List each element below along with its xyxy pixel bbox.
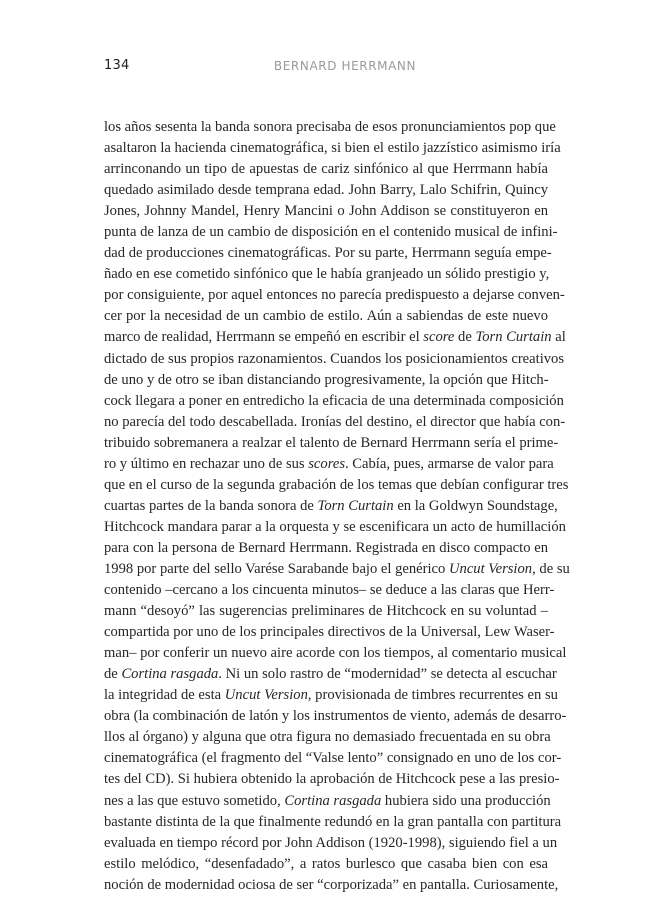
text-line [104, 580, 555, 601]
text-run: arrinconando un tipo de apuestas de cariz sinfónico al que Herrmann había [104, 161, 548, 178]
text-line [104, 454, 554, 475]
text-run: mann “desoyó” las sugerencias preliminares de Hitchcock en su voluntad – [104, 603, 548, 620]
italic-title: Uncut Version [448, 560, 533, 577]
text-run: marco de realidad, Herrmann se empeñó en escribir el [104, 329, 424, 346]
text-run: quedado asimilado desde temprana edad. John Barry, Lalo Schifrin, Quincy [104, 182, 548, 199]
text-run: , de su [532, 560, 570, 577]
text-run: compartida por uno de los principales directivos de la Universal, Lew Waser- [104, 624, 555, 641]
text-run: la integridad de esta [104, 687, 225, 704]
text-run: Hitchcock mandara parar a la orquesta y se escenificara un acto de humillación [104, 518, 566, 535]
text-run: tribuido sobremanera a realzar el talento de Bernard Herrmann sería el prime- [104, 434, 559, 451]
text-run: cer por la necesidad de un cambio de estilo. Aún a sabiendas de este nuevo [104, 308, 548, 325]
text-run: punta de lanza de un cambio de disposición en el contenido musical de infini- [104, 224, 558, 241]
text-run: . Ni un solo rastro de “modernidad” se detecta al escuchar [218, 666, 557, 683]
text-line [104, 748, 562, 769]
italic-title: Uncut Version [224, 687, 308, 704]
running-head: BERNARD HERRMANN [273, 59, 417, 73]
text-line [104, 854, 548, 875]
text-run: de uno y de otro se iban distanciando progresivamente, la opción que Hitch- [104, 371, 549, 388]
text-run: que en el curso de la segunda grabación de los temas que debían configurar tres [104, 476, 569, 493]
text-line [104, 391, 564, 412]
text-run: estilo melódico, “desenfadado”, a ratos burlesco que casaba bien con esa [104, 855, 548, 872]
text-line [104, 264, 548, 285]
text-run: llos al órgano) y alguna que otra figura no demasiado frecuentada en su obra [104, 729, 551, 746]
text-run: para con la persona de Bernard Herrmann. Registrada en disco compacto en [104, 539, 548, 556]
text-line [104, 769, 560, 790]
italic-title: Torn Curtain [475, 329, 552, 346]
text-line [104, 243, 552, 264]
text-line [104, 327, 566, 348]
text-run: obra (la combinación de latón y los instrumentos de viento, además de desarro- [104, 708, 567, 725]
text-line [104, 601, 548, 622]
text-line [104, 138, 561, 159]
text-run: man– por conferir un nuevo aire acorde con los tiempos, al comentario musical [104, 645, 567, 662]
text-line [104, 412, 566, 433]
text-run: hubiera sido una producción [381, 792, 551, 809]
text-run: dictado de sus propios razonamientos. Cuandos los posicionamientos creativos [104, 350, 565, 367]
text-run: Jones, Johnny Mandel, Henry Mancini o John Addison se constituyeron en [104, 203, 548, 220]
text-run: al [551, 329, 566, 346]
text-run: nes a las que estuvo sometido, [104, 792, 285, 809]
text-line [104, 833, 558, 854]
text-line [104, 370, 548, 391]
text-line [104, 201, 548, 222]
text-line [104, 222, 558, 243]
text-line [104, 433, 559, 454]
text-run: bastante distinta de la que finalmente redundó en la gran pantalla con partitura [104, 813, 562, 830]
text-run: por consiguiente, por aquel entonces no parecía predispuesto a dejarse conven- [104, 287, 565, 304]
text-run: de [454, 329, 476, 346]
text-line [104, 538, 548, 559]
text-run: ñado en ese cometido sinfónico que le había granjeado un sólido prestigio y, [104, 266, 550, 283]
text-run: noción de modernidad ociosa de ser “corporizada” en pantalla. Curiosamente, [104, 876, 559, 893]
text-line [104, 559, 570, 580]
text-line [104, 306, 548, 327]
page-number: 134 [104, 58, 130, 73]
text-run: tes del CD). Si hubiera obtenido la aprobación de Hitchcock pese a las presio- [104, 771, 560, 788]
italic-title: Cortina rasgada [121, 666, 219, 683]
text-line [104, 664, 557, 685]
text-line [104, 349, 565, 370]
text-line [104, 475, 569, 496]
text-run: . Cabía, pues, armarse de valor para [345, 455, 554, 472]
text-run: contenido –cercano a los cincuenta minutos– se deduce a las claras que Herr- [104, 582, 555, 599]
text-run: asaltaron la hacienda cinematográfica, si bien el estilo jazzístico asimismo iría [104, 140, 561, 157]
text-line [104, 643, 567, 664]
text-line [104, 180, 548, 201]
text-line [104, 727, 551, 748]
italic-title: score [423, 329, 455, 346]
text-line [104, 875, 559, 896]
text-run: evaluada en tiempo récord por John Addison (1920-1998), siguiendo fiel a un [104, 834, 558, 851]
text-line [104, 117, 556, 138]
text-line [104, 285, 565, 306]
text-run: dad de producciones cinematográficas. Por su parte, Herrmann seguía empe- [104, 245, 552, 262]
text-line [104, 517, 566, 538]
italic-title: Cortina rasgada [284, 792, 382, 809]
text-run: cinematográfica (el fragmento del “Valse lento” consignado en uno de los cor- [104, 750, 562, 767]
italic-title: scores [308, 455, 345, 472]
text-line [104, 496, 558, 517]
text-line [104, 812, 562, 833]
text-run: , provisionada de timbres recurrentes en su [307, 687, 558, 704]
text-run: los años sesenta la banda sonora precisaba de esos pronunciamientos pop que [104, 119, 556, 135]
text-run: en la Goldwyn Soundstage, [393, 497, 558, 514]
text-run: cock llegara a poner en entredicho la eficacia de una determinada composición [104, 392, 564, 409]
text-run: ro y último en rechazar uno de sus [104, 455, 309, 472]
body-paragraph [104, 117, 570, 896]
text-run: cuartas partes de la banda sonora de [104, 497, 318, 514]
text-line [104, 685, 558, 706]
text-run: 1998 por parte del sello Varése Sarabande bajo el genérico [104, 560, 449, 577]
text-run: de [104, 666, 122, 683]
text-line [104, 622, 555, 643]
text-line [104, 159, 548, 180]
italic-title: Torn Curtain [317, 497, 394, 514]
text-line [104, 791, 551, 812]
text-run: no parecía del todo descabellada. Ironías del destino, el director que había con- [104, 413, 566, 430]
text-line [104, 706, 567, 727]
